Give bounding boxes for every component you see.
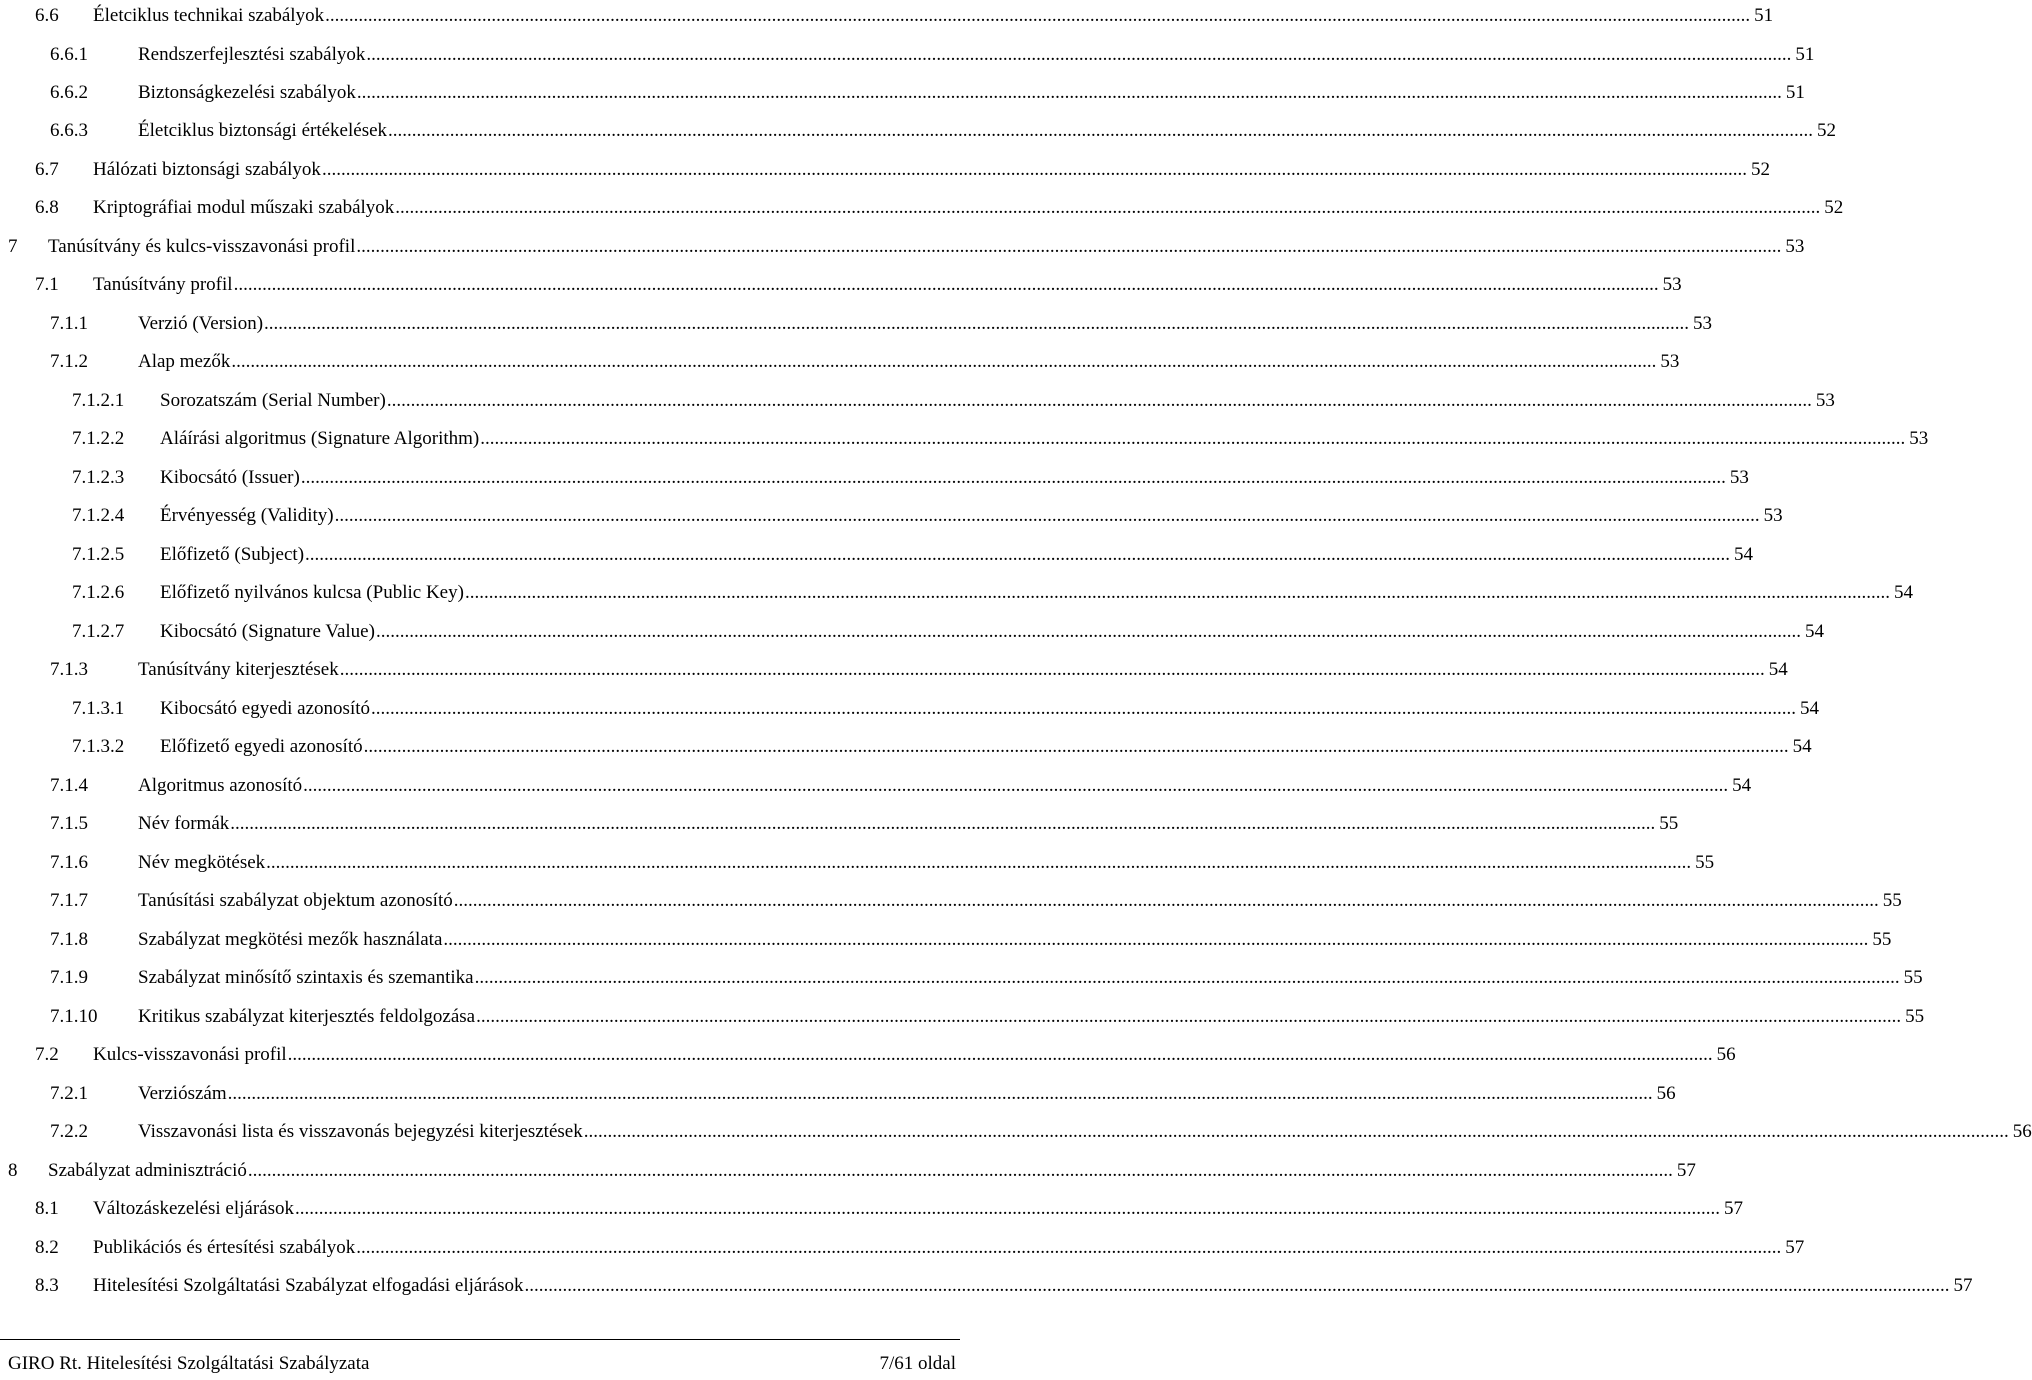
toc-entry[interactable] bbox=[0, 1079, 1676, 1109]
toc-entry-title[interactable]: Kibocsátó egyedi azonosító bbox=[160, 694, 371, 724]
toc-entry-title[interactable]: Előfizető egyedi azonosító bbox=[160, 732, 364, 762]
toc-entry-title[interactable]: Szabályzat adminisztráció bbox=[48, 1156, 248, 1186]
toc-leader-dots: ............................................................................................................................................................................................................................................................................................................ bbox=[321, 159, 1747, 180]
toc-entry-page-number: 54 bbox=[1765, 655, 1788, 685]
toc-entry-page-number: 55 bbox=[1655, 809, 1678, 839]
toc-entry[interactable] bbox=[0, 1156, 1696, 1186]
toc-leader-dots: ............................................................................................................................................................................................................................................................................................................ bbox=[524, 1275, 1950, 1296]
toc-entry[interactable] bbox=[0, 193, 1844, 223]
toc-entry-page-number: 57 bbox=[1781, 1233, 1804, 1263]
toc-leader-dots: ............................................................................................................................................................................................................................................................................................................ bbox=[334, 505, 1760, 526]
toc-entry-title[interactable]: Név formák bbox=[138, 809, 230, 839]
toc-entry-title[interactable]: Szabályzat minősítő szintaxis és szemantika bbox=[138, 963, 475, 993]
toc-entry-title[interactable]: Kibocsátó (Issuer) bbox=[160, 463, 301, 493]
toc-entry-title[interactable]: Alap mezők bbox=[138, 347, 231, 377]
toc-entry-number: 7.1.5 bbox=[50, 813, 88, 834]
toc-entry-title[interactable]: Tanúsítási szabályzat objektum azonosító bbox=[138, 886, 454, 916]
toc-entry[interactable] bbox=[0, 578, 1913, 608]
toc-entry-number: 7 bbox=[8, 236, 18, 257]
toc-entry[interactable] bbox=[0, 540, 1754, 570]
toc-leader-dots: ............................................................................................................................................................................................................................................................................................................ bbox=[233, 274, 1659, 295]
toc-entry-page-number: 56 bbox=[1713, 1040, 1736, 1070]
toc-entry-page-number: 57 bbox=[1720, 1194, 1743, 1224]
toc-leader-dots: ............................................................................................................................................................................................................................................................................................................ bbox=[287, 1044, 1713, 1065]
toc-entry-number: 7.1.3.2 bbox=[72, 736, 125, 757]
toc-entry-title[interactable]: Kulcs-visszavonási profil bbox=[93, 1040, 288, 1070]
toc-entry-page-number: 53 bbox=[1760, 501, 1783, 531]
toc-entry-title[interactable]: Sorozatszám (Serial Number) bbox=[160, 386, 387, 416]
toc-entry-page-number: 53 bbox=[1659, 270, 1682, 300]
toc-entry-page-number: 55 bbox=[1879, 886, 1902, 916]
toc-entry-number: 7.1.3.1 bbox=[72, 698, 125, 719]
toc-entry-page-number: 52 bbox=[1747, 155, 1770, 185]
toc-leader-dots: ............................................................................................................................................................................................................................................................................................................ bbox=[325, 5, 1751, 26]
toc-entry-number: 6.6.3 bbox=[50, 120, 88, 141]
toc-entry[interactable] bbox=[0, 78, 1805, 108]
toc-entry[interactable] bbox=[0, 732, 1812, 762]
toc-entry-page-number: 52 bbox=[1813, 116, 1836, 146]
toc-entry-number: 7.1.6 bbox=[50, 852, 88, 873]
toc-entry[interactable] bbox=[0, 771, 1752, 801]
toc-entry-page-number: 54 bbox=[1789, 732, 1812, 762]
toc-entry-number: 7.1.2.4 bbox=[72, 505, 125, 526]
toc-entry-number: 6.6.2 bbox=[50, 82, 88, 103]
toc-entry-title[interactable]: Algoritmus azonosító bbox=[138, 771, 303, 801]
toc-leader-dots: ............................................................................................................................................................................................................................................................................................................ bbox=[339, 659, 1765, 680]
toc-entry-title[interactable]: Publikációs és értesítési szabályok bbox=[93, 1233, 356, 1263]
toc-entry[interactable] bbox=[0, 155, 1770, 185]
toc-entry[interactable] bbox=[0, 655, 1788, 685]
toc-entry-page-number: 57 bbox=[1950, 1271, 1973, 1301]
toc-entry[interactable] bbox=[0, 1, 1774, 31]
toc-leader-dots: ............................................................................................................................................................................................................................................................................................................ bbox=[443, 929, 1869, 950]
toc-leader-dots: ............................................................................................................................................................................................................................................................................................................ bbox=[583, 1121, 2009, 1142]
toc-entry-title[interactable]: Aláírási algoritmus (Signature Algorithm) bbox=[160, 424, 480, 454]
toc-entry-number: 7.1.2.6 bbox=[72, 582, 125, 603]
toc-entry[interactable] bbox=[0, 694, 1820, 724]
toc-entry[interactable] bbox=[0, 925, 1892, 955]
toc-entry-title[interactable]: Tanúsítvány és kulcs-visszavonási profil bbox=[48, 232, 356, 262]
toc-entry[interactable] bbox=[0, 232, 1805, 262]
toc-leader-dots: ............................................................................................................................................................................................................................................................................................................ bbox=[303, 775, 1729, 796]
toc-entry-title[interactable]: Visszavonási lista és visszavonás bejegyzési kiterjesztések bbox=[138, 1117, 584, 1147]
toc-entry-title[interactable]: Verziószám bbox=[138, 1079, 228, 1109]
toc-entry[interactable] bbox=[0, 116, 1837, 146]
toc-entry-title[interactable]: Tanúsítvány profil bbox=[93, 270, 234, 300]
toc-entry-title[interactable]: Kriptográfiai modul műszaki szabályok bbox=[93, 193, 395, 223]
toc-leader-dots: ............................................................................................................................................................................................................................................................................................................ bbox=[356, 82, 1782, 103]
toc-entry[interactable] bbox=[0, 1271, 1973, 1301]
toc-entry-number: 7.2.1 bbox=[50, 1083, 88, 1104]
toc-entry-number: 8.2 bbox=[35, 1237, 59, 1258]
toc-leader-dots: ............................................................................................................................................................................................................................................................................................................ bbox=[266, 852, 1692, 873]
toc-entry-number: 6.6 bbox=[35, 5, 59, 26]
toc-entry[interactable] bbox=[0, 463, 1749, 493]
toc-entry-title[interactable]: Változáskezelési eljárások bbox=[93, 1194, 295, 1224]
toc-entry-number: 8 bbox=[8, 1160, 18, 1181]
toc-entry-title[interactable]: Életciklus biztonsági értékelések bbox=[138, 116, 388, 146]
toc-entry-title[interactable]: Hitelesítési Szolgáltatási Szabályzat elfogadási eljárások bbox=[93, 1271, 525, 1301]
toc-entry-title[interactable]: Tanúsítvány kiterjesztések bbox=[138, 655, 340, 685]
toc-leader-dots: ............................................................................................................................................................................................................................................................................................................ bbox=[227, 1083, 1653, 1104]
toc-entry[interactable] bbox=[0, 386, 1835, 416]
toc-entry-number: 8.3 bbox=[35, 1275, 59, 1296]
toc-entry-title[interactable]: Kibocsátó (Signature Value) bbox=[160, 617, 376, 647]
toc-entry[interactable] bbox=[0, 1233, 1805, 1263]
toc-leader-dots: ............................................................................................................................................................................................................................................................................................................ bbox=[305, 544, 1731, 565]
toc-entry-number: 7.1.2.7 bbox=[72, 621, 125, 642]
toc-entry-number: 7.1.2.1 bbox=[72, 390, 125, 411]
toc-entry-page-number: 51 bbox=[1750, 1, 1773, 31]
toc-entry-page-number: 55 bbox=[1868, 925, 1891, 955]
toc-entry[interactable] bbox=[0, 886, 1902, 916]
toc-entry-page-number: 55 bbox=[1691, 848, 1714, 878]
toc-leader-dots: ............................................................................................................................................................................................................................................................................................................ bbox=[366, 44, 1792, 65]
toc-entry-page-number: 55 bbox=[1901, 1002, 1924, 1032]
toc-leader-dots: ............................................................................................................................................................................................................................................................................................................ bbox=[375, 621, 1801, 642]
toc-entry[interactable] bbox=[0, 270, 1682, 300]
toc-entry-number: 7.1.2.3 bbox=[72, 467, 125, 488]
footer-page-number: 7/61 oldal bbox=[879, 1353, 956, 1374]
toc-entry-title[interactable]: Érvényesség (Validity) bbox=[160, 501, 335, 531]
toc-leader-dots: ............................................................................................................................................................................................................................................................................................................ bbox=[480, 428, 1906, 449]
toc-entry[interactable] bbox=[0, 617, 1824, 647]
toc-leader-dots: ............................................................................................................................................................................................................................................................................................................ bbox=[464, 582, 1890, 603]
toc-leader-dots: ............................................................................................................................................................................................................................................................................................................ bbox=[386, 390, 1812, 411]
toc-entry-title[interactable]: Rendszerfejlesztési szabályok bbox=[138, 40, 366, 70]
toc-entry[interactable] bbox=[0, 1040, 1736, 1070]
toc-entry-number: 7.1.8 bbox=[50, 929, 88, 950]
footer-divider bbox=[0, 1339, 960, 1340]
toc-entry-number: 7.2 bbox=[35, 1044, 59, 1065]
toc-leader-dots: ............................................................................................................................................................................................................................................................................................................ bbox=[230, 813, 1656, 834]
toc-entry-page-number: 53 bbox=[1781, 232, 1804, 262]
toc-entry-number: 7.1.3 bbox=[50, 659, 88, 680]
toc-leader-dots: ............................................................................................................................................................................................................................................................................................................ bbox=[264, 313, 1690, 334]
toc-entry[interactable] bbox=[0, 809, 1679, 839]
toc-entry-page-number: 53 bbox=[1656, 347, 1679, 377]
toc-entry[interactable] bbox=[0, 40, 1815, 70]
toc-entry-title[interactable]: Kritikus szabályzat kiterjesztés feldolgozása bbox=[138, 1002, 476, 1032]
toc-leader-dots: ............................................................................................................................................................................................................................................................................................................ bbox=[474, 967, 1900, 988]
toc-entry-page-number: 55 bbox=[1900, 963, 1923, 993]
toc-leader-dots: ............................................................................................................................................................................................................................................................................................................ bbox=[371, 698, 1797, 719]
toc-entry-page-number: 54 bbox=[1801, 617, 1824, 647]
toc-entry-number: 6.8 bbox=[35, 197, 59, 218]
toc-entry-page-number: 56 bbox=[2009, 1117, 2032, 1147]
toc-leader-dots: ............................................................................................................................................................................................................................................................................................................ bbox=[363, 736, 1789, 757]
toc-entry-number: 7.2.2 bbox=[50, 1121, 88, 1142]
toc-entry-title[interactable]: Biztonságkezelési szabályok bbox=[138, 78, 357, 108]
toc-entry[interactable] bbox=[0, 1002, 1925, 1032]
toc-entry-number: 6.7 bbox=[35, 159, 59, 180]
toc-leader-dots: ............................................................................................................................................................................................................................................................................................................ bbox=[453, 890, 1879, 911]
toc-entry-number: 7.1.1 bbox=[50, 313, 88, 334]
toc-leader-dots: ............................................................................................................................................................................................................................................................................................................ bbox=[247, 1160, 1673, 1181]
toc-leader-dots: ............................................................................................................................................................................................................................................................................................................ bbox=[356, 236, 1782, 257]
toc-entry-title[interactable]: Verzió (Version) bbox=[138, 309, 264, 339]
toc-entry[interactable] bbox=[0, 424, 1929, 454]
toc-entry[interactable] bbox=[0, 309, 1713, 339]
toc-leader-dots: ............................................................................................................................................................................................................................................................................................................ bbox=[231, 351, 1657, 372]
toc-entry-number: 7.1.10 bbox=[50, 1006, 98, 1027]
toc-entry[interactable] bbox=[0, 501, 1783, 531]
toc-entry-page-number: 51 bbox=[1791, 40, 1814, 70]
toc-entry-title[interactable]: Szabályzat megkötési mezők használata bbox=[138, 925, 443, 955]
toc-entry-number: 7.1.9 bbox=[50, 967, 88, 988]
toc-entry-page-number: 54 bbox=[1890, 578, 1913, 608]
toc-entry-title[interactable]: Előfizető nyilvános kulcsa (Public Key) bbox=[160, 578, 465, 608]
toc-entry-page-number: 54 bbox=[1728, 771, 1751, 801]
toc-entry[interactable] bbox=[0, 1194, 1743, 1224]
toc-entry-page-number: 56 bbox=[1653, 1079, 1676, 1109]
toc-entry-page-number: 53 bbox=[1726, 463, 1749, 493]
toc-entry-number: 7.1.7 bbox=[50, 890, 88, 911]
toc-entry[interactable] bbox=[0, 848, 1715, 878]
toc-entry[interactable] bbox=[0, 347, 1680, 377]
toc-entry-title[interactable]: Előfizető (Subject) bbox=[160, 540, 305, 570]
toc-entry-number: 7.1.4 bbox=[50, 775, 88, 796]
toc-entry-number: 7.1 bbox=[35, 274, 59, 295]
toc-entry-number: 6.6.1 bbox=[50, 44, 88, 65]
toc-entry-number: 7.1.2.5 bbox=[72, 544, 125, 565]
toc-entry[interactable] bbox=[0, 963, 1923, 993]
toc-entry-number: 8.1 bbox=[35, 1198, 59, 1219]
toc-entry-page-number: 53 bbox=[1905, 424, 1928, 454]
toc-entry-page-number: 54 bbox=[1796, 694, 1819, 724]
toc-entry-number: 7.1.2.2 bbox=[72, 428, 125, 449]
toc-entry-page-number: 53 bbox=[1812, 386, 1835, 416]
toc-entry-page-number: 52 bbox=[1820, 193, 1843, 223]
toc-leader-dots: ............................................................................................................................................................................................................................................................................................................ bbox=[300, 467, 1726, 488]
toc-entry-title[interactable]: Hálózati biztonsági szabályok bbox=[93, 155, 322, 185]
toc-leader-dots: ............................................................................................................................................................................................................................................................................................................ bbox=[395, 197, 1821, 218]
toc-entry-page-number: 51 bbox=[1782, 78, 1805, 108]
toc-entry-title[interactable]: Életciklus technikai szabályok bbox=[93, 1, 325, 31]
toc-entry[interactable] bbox=[0, 1117, 2032, 1147]
toc-entry-page-number: 54 bbox=[1730, 540, 1753, 570]
toc-leader-dots: ............................................................................................................................................................................................................................................................................................................ bbox=[476, 1006, 1902, 1027]
toc-leader-dots: ............................................................................................................................................................................................................................................................................................................ bbox=[356, 1237, 1782, 1258]
toc-entry-title[interactable]: Név megkötések bbox=[138, 848, 266, 878]
toc-entry-page-number: 53 bbox=[1689, 309, 1712, 339]
toc-entry-page-number: 57 bbox=[1673, 1156, 1696, 1186]
toc-entry-number: 7.1.2 bbox=[50, 351, 88, 372]
footer-document-title: GIRO Rt. Hitelesítési Szolgáltatási Szabályzata bbox=[8, 1353, 370, 1374]
toc-leader-dots: ............................................................................................................................................................................................................................................................................................................ bbox=[294, 1198, 1720, 1219]
toc-leader-dots: ............................................................................................................................................................................................................................................................................................................ bbox=[388, 120, 1814, 141]
